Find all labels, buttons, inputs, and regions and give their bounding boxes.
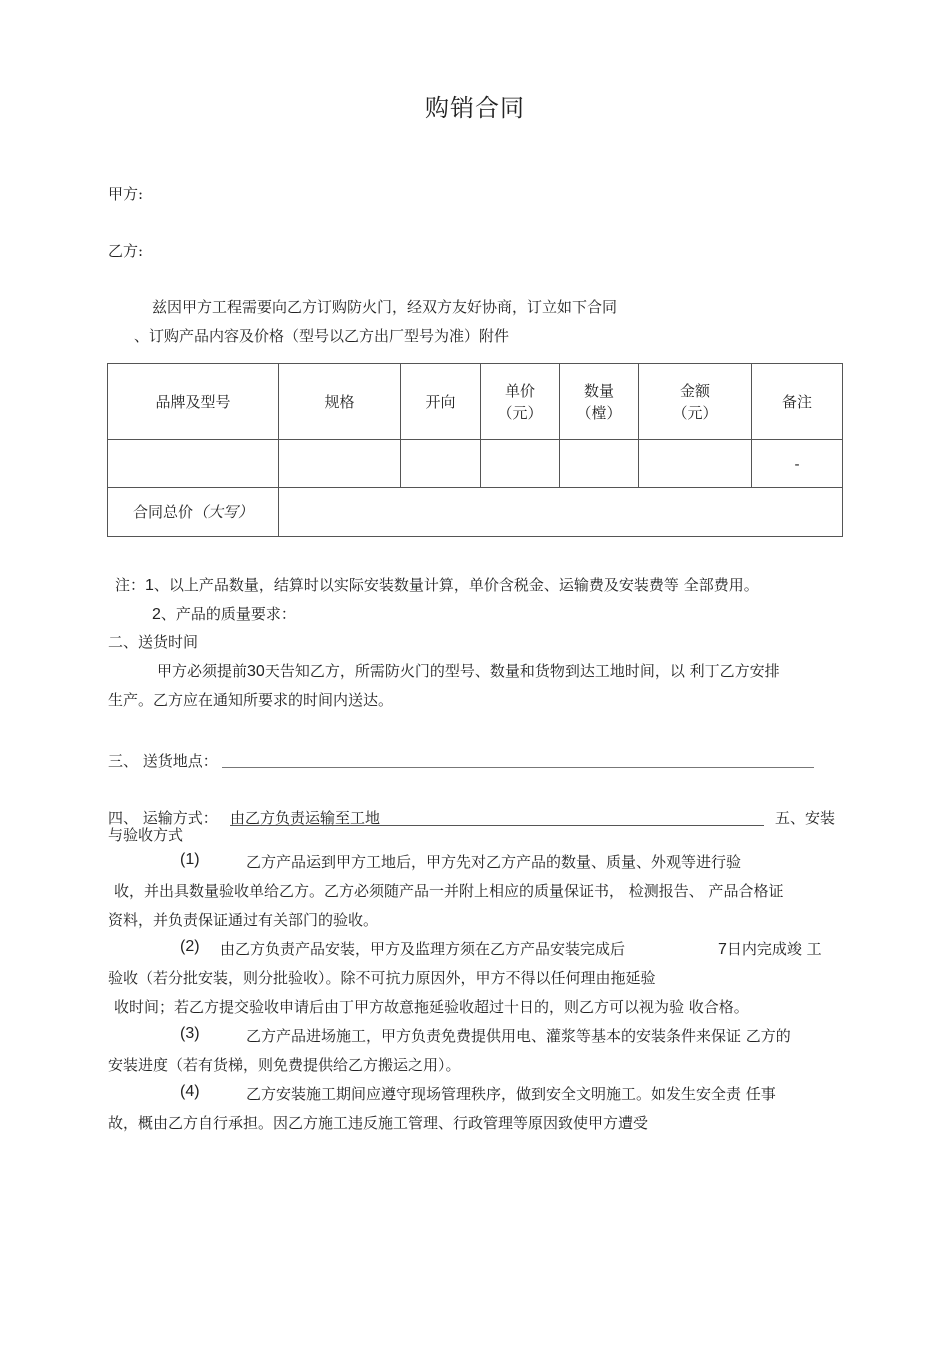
header-quantity bbox=[560, 364, 639, 440]
header-quantity-line2: （樘） bbox=[576, 403, 622, 422]
item-1-line-1: 乙方产品运到甲方工地后，甲方先对乙方产品的数量、质量、外观等进行验 bbox=[246, 853, 742, 871]
note-2-text: 、产品的质量要求： bbox=[160, 605, 296, 623]
item-2-line-1b bbox=[718, 938, 822, 959]
item-2-line-3: 收时间；若乙方提交验收申请后由丁甲方故意拖延验收超过十日的，则乙方可以视为验 收合格。 bbox=[114, 998, 749, 1016]
section-4-label: 四、 运输方式： bbox=[108, 809, 218, 827]
header-brand: 品牌及型号 bbox=[108, 364, 279, 440]
total-value-cell bbox=[279, 488, 843, 537]
header-unit-price bbox=[481, 364, 560, 440]
section-5-label-b: 与验收方式 bbox=[108, 826, 184, 844]
cell-remarks: - bbox=[752, 440, 843, 488]
sec2-text-b: 天告知乙方，所需防火门的型号、数量和货物到达工地时间，以 利丁乙方安排 bbox=[264, 662, 780, 680]
intro-line-1: 兹因甲方工程需要向乙方订购防火门，经双方友好协商，订立如下合同 bbox=[152, 298, 618, 316]
item-2-line-2: 验收（若分批安装，则分批验收）。除不可抗力原因外，甲方不得以任何理由拖延验 bbox=[108, 969, 656, 987]
table-row bbox=[108, 440, 843, 488]
transport-method-value: 由乙方负责运输至工地 bbox=[230, 809, 381, 827]
item-3-line-2: 安装进度（若有货梯，则免费提供给乙方搬运之用）。 bbox=[108, 1056, 461, 1074]
item-1-num: (1) bbox=[180, 851, 200, 868]
note-1-text: 、以上产品数量，结算时以实际安装数量计算，单价含税金、运输费及安装费等 全部费用。 bbox=[153, 576, 759, 594]
item-3-line-1: 乙方产品进场施工，甲方负责免费提供用电、灌浆等基本的安装条件来保证 乙方的 bbox=[246, 1027, 791, 1045]
cell-spec bbox=[279, 440, 401, 488]
header-unit-price-line1: 单价 bbox=[504, 381, 535, 400]
header-remarks: 备注 bbox=[752, 364, 843, 440]
note-prefix: 注： bbox=[115, 576, 146, 594]
delivery-location-line bbox=[222, 767, 814, 768]
item-3-num: (3) bbox=[180, 1025, 200, 1042]
total-label: 合同总价 bbox=[132, 503, 193, 521]
item-2-days: 7 bbox=[718, 941, 727, 958]
cell-brand bbox=[108, 440, 279, 488]
section-2-para-line-2: 生产。乙方应在通知所要求的时间内送达。 bbox=[108, 691, 394, 709]
table-header-row bbox=[108, 364, 843, 440]
item-1-line-2: 收，并出具数量验收单给乙方。乙方必须随产品一并附上相应的质量保证书， 检测报告、 产品合格证 bbox=[114, 882, 784, 900]
header-amount-line2: （元） bbox=[672, 403, 718, 422]
cell-direction bbox=[401, 440, 481, 488]
header-amount bbox=[639, 364, 752, 440]
transport-method-field bbox=[230, 807, 764, 826]
section-5-label-a: 五、安装 bbox=[775, 809, 836, 827]
intro-line-2: 、订购产品内容及价格（型号以乙方出厂型号为准）附件 bbox=[134, 327, 510, 345]
cell-quantity bbox=[560, 440, 639, 488]
total-label-cell bbox=[108, 488, 279, 537]
section-2-title: 二、送货时间 bbox=[108, 633, 199, 651]
item-1-line-3: 资料，并负责保证通过有关部门的验收。 bbox=[108, 911, 379, 929]
header-unit-price-line2: （元） bbox=[497, 403, 543, 422]
total-label-paren: （大写） bbox=[193, 503, 254, 521]
item-2-text-b: 日内完成竣 工 bbox=[726, 940, 822, 958]
item-2-line-1a: 由乙方负责产品安装，甲方及监理方须在乙方产品安装完成后 bbox=[220, 940, 626, 958]
header-direction: 开向 bbox=[401, 364, 481, 440]
cell-amount bbox=[639, 440, 752, 488]
sec2-text-a: 甲方必须提前 bbox=[157, 662, 248, 680]
header-quantity-line1: 数量 bbox=[583, 381, 614, 400]
section-2-para-line-1 bbox=[157, 660, 780, 681]
note-1 bbox=[115, 574, 759, 595]
item-4-num: (4) bbox=[180, 1083, 200, 1100]
header-spec: 规格 bbox=[279, 364, 401, 440]
note-2-num: 2 bbox=[152, 606, 161, 623]
section-3-label: 三、 送货地点： bbox=[108, 752, 218, 770]
item-4-line-2: 故，概由乙方自行承担。因乙方施工违反施工管理、行政管理等原因致使甲方遭受 bbox=[108, 1114, 649, 1132]
party-a-label: 甲方: bbox=[108, 185, 144, 203]
sec2-days: 30 bbox=[247, 663, 265, 680]
party-b-label: 乙方: bbox=[108, 242, 144, 260]
note-1-num: 1 bbox=[145, 577, 154, 594]
page-title: 购销合同 bbox=[425, 94, 525, 122]
item-2-num: (2) bbox=[180, 938, 200, 955]
note-2 bbox=[152, 603, 296, 624]
header-amount-line1: 金额 bbox=[679, 381, 710, 400]
cell-unit-price bbox=[481, 440, 560, 488]
product-table bbox=[107, 363, 843, 537]
item-4-line-1: 乙方安装施工期间应遵守现场管理秩序，做到安全文明施工。如发生安全责 任事 bbox=[246, 1085, 776, 1103]
table-total-row bbox=[108, 488, 843, 537]
